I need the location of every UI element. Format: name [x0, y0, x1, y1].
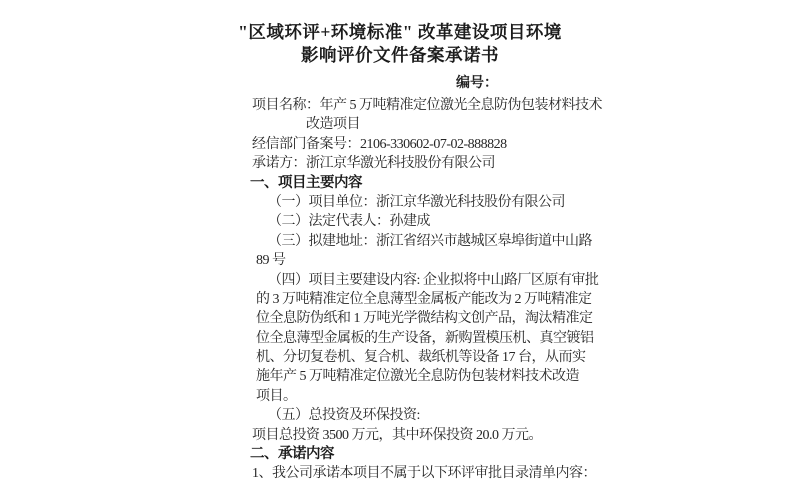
title-line-1: "区域环评+环境标准" 改革建设项目环境 [238, 22, 562, 42]
doc-line-address-wrap: 89 号 [256, 253, 286, 269]
doc-line-project-name: 项目名称：年产 5 万吨精准定位激光全息防伪包装材料技术 [252, 98, 602, 113]
section-heading-1: 一、项目主要内容 [250, 174, 362, 191]
doc-line-investment-title: （五）总投资及环保投资: [268, 408, 420, 424]
section-heading-2: 二、承诺内容 [250, 446, 334, 463]
doc-line-project-name-wrap: 改造项目 [306, 117, 360, 133]
doc-line-construction-6: 施年产 5 万吨精准定位激光全息防伪包装材料技术改造 [256, 369, 579, 385]
doc-line-promisor: 承诺方：浙江京华激光科技股份有限公司 [252, 156, 495, 172]
serial-number-label: 编号： [456, 76, 498, 91]
doc-line-legal-rep: （二）法定代表人：孙建成 [268, 214, 430, 230]
doc-line-construction-5: 机、分切复卷机、复合机、裁纸机等设备 17 台，从而实 [256, 350, 586, 366]
doc-line-construction: （四）项目主要建设内容: 企业拟将中山路厂区原有审批 [268, 272, 599, 288]
doc-line-construction-3: 位全息防伪纸和 1 万吨光学微结构文创产品，淘汰精准定 [256, 311, 593, 327]
doc-line-project-unit: （一）项目单位：浙江京华激光科技股份有限公司 [268, 194, 565, 210]
doc-line-construction-7: 项目。 [256, 388, 297, 404]
document-title [0, 21, 800, 67]
doc-line-commitment-1: 1、我公司承诺本项目不属于以下环评审批目录清单内容： [252, 466, 596, 482]
doc-line-construction-2: 的 3 万吨精准定位全息薄型金属板产能改为 2 万吨精准定 [256, 291, 592, 307]
doc-line-investment-value: 项目总投资 3500 万元，其中环保投资 20.0 万元。 [252, 427, 542, 443]
doc-line-address: （三）拟建地址：浙江省绍兴市越城区皋埠街道中山路 [268, 233, 592, 249]
doc-line-construction-4: 位全息薄型金属板的生产设备，新购置模压机、真空镀铝 [256, 330, 594, 346]
title-line-2: 影响评价文件备案承诺书 [301, 45, 499, 65]
doc-line-filing-number: 经信部门备案号：2106-330602-07-02-888828 [252, 136, 507, 152]
document-body [250, 96, 602, 484]
